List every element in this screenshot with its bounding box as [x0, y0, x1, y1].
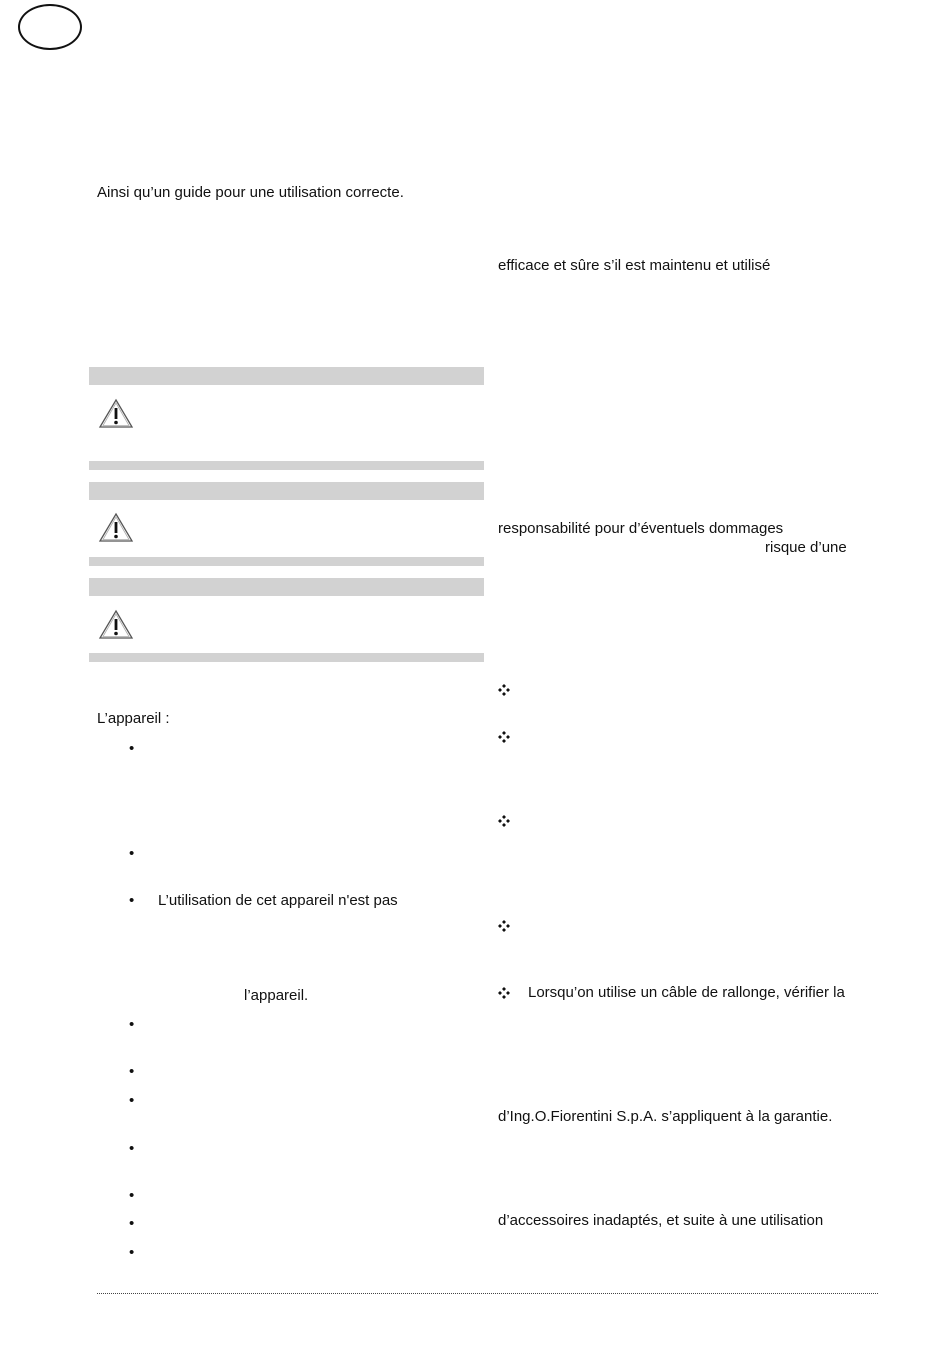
- efficiency-text: efficace et sûre s’il est maintenu et utilisé: [498, 257, 771, 274]
- bullet: •: [129, 1063, 135, 1080]
- four-diamond-bullet-icon: [498, 987, 510, 999]
- warning-box-1-top-bar: [89, 367, 484, 385]
- bullet: •: [129, 1187, 135, 1204]
- device-heading: L’appareil :: [97, 710, 170, 727]
- warning-box-3-top-bar: [89, 578, 484, 596]
- warning-triangle-icon: [98, 398, 134, 430]
- bullet: •: [129, 1244, 135, 1261]
- four-diamond-bullet-icon: [498, 815, 510, 827]
- accessories-text: d’accessoires inadaptés, et suite à une utilisation: [498, 1212, 824, 1229]
- warning-box-3-bottom-bar: [89, 653, 484, 662]
- bullet: •: [129, 1092, 135, 1109]
- warning-triangle-icon: [98, 609, 134, 641]
- warning-box-2-top-bar: [89, 482, 484, 500]
- warning-triangle-icon: [98, 512, 134, 544]
- warranty-text: d’Ing.O.Fiorentini S.p.A. s’appliquent à la garantie.: [498, 1108, 833, 1125]
- bullet: •: [129, 1215, 135, 1232]
- bullet: •: [129, 740, 135, 757]
- responsibility-line-1: responsabilité pour d’éventuels dommages: [498, 520, 784, 537]
- footer-divider: [97, 1293, 878, 1294]
- appareil-text: l’appareil.: [244, 987, 309, 1004]
- usage-text: L’utilisation de cet appareil n'est pas: [158, 892, 398, 909]
- four-diamond-bullet-icon: [498, 684, 510, 696]
- language-circle-icon: [18, 4, 82, 50]
- four-diamond-bullet-icon: [498, 731, 510, 743]
- bullet: •: [129, 1140, 135, 1157]
- intro-text: Ainsi qu’un guide pour une utilisation correcte.: [97, 184, 404, 201]
- extension-cable-text: Lorsqu’on utilise un câble de rallonge, vérifier la: [528, 984, 845, 1001]
- warning-box-1-bottom-bar: [89, 461, 484, 470]
- four-diamond-bullet-icon: [498, 920, 510, 932]
- warning-box-2-bottom-bar: [89, 557, 484, 566]
- bullet: •: [129, 845, 135, 862]
- bullet: •: [129, 1016, 135, 1033]
- responsibility-line-2: risque d’une: [765, 539, 847, 556]
- bullet: •: [129, 892, 135, 909]
